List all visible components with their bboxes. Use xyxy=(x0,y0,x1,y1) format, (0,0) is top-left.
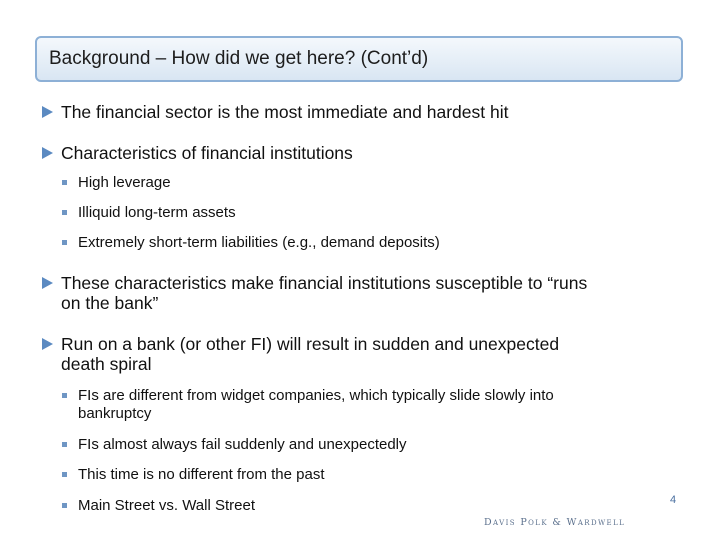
bullet-text: The financial sector is the most immediate and hardest hit xyxy=(61,102,509,122)
sub-bullet-item xyxy=(62,466,325,484)
square-bullet-icon xyxy=(62,180,67,185)
bullet-item xyxy=(42,102,508,122)
slide-title: Background – How did we get here? (Cont’d) xyxy=(49,48,429,69)
title-box xyxy=(35,36,683,82)
bullet-item xyxy=(42,273,587,313)
bullet-text-line: Run on a bank (or other FI) will result in sudden and unexpected xyxy=(61,334,560,354)
sub-bullet-item xyxy=(62,204,236,222)
bullet-item xyxy=(42,334,559,374)
triangle-bullet-icon xyxy=(42,106,53,118)
bullet-item xyxy=(42,143,353,163)
square-bullet-icon xyxy=(62,240,67,245)
sub-bullet-text-line: bankruptcy xyxy=(78,405,152,422)
bullet-text-line: death spiral xyxy=(61,354,152,374)
sub-bullet-item xyxy=(62,436,407,454)
square-bullet-icon xyxy=(62,503,67,508)
sub-bullet-item xyxy=(62,234,440,252)
firm-logo: Davis Polk & Wardwell xyxy=(484,517,626,528)
sub-bullet-text-line: FIs are different from widget companies, which typically slide slowly into xyxy=(78,387,554,404)
square-bullet-icon xyxy=(62,442,67,447)
page-number: 4 xyxy=(670,494,677,506)
bullet-text xyxy=(61,334,559,374)
sub-bullet-text: This time is no different from the past xyxy=(78,466,325,483)
sub-bullet-text: High leverage xyxy=(78,174,171,191)
bullet-text-line: on the bank” xyxy=(61,293,159,313)
square-bullet-icon xyxy=(62,210,67,215)
square-bullet-icon xyxy=(62,472,67,477)
square-bullet-icon xyxy=(62,393,67,398)
sub-bullet-text: Extremely short-term liabilities (e.g., demand deposits) xyxy=(78,234,440,251)
sub-bullet-text: Illiquid long-term assets xyxy=(78,204,236,221)
sub-bullet-item xyxy=(62,174,171,192)
bullet-text xyxy=(61,273,587,313)
sub-bullet-item xyxy=(62,497,255,515)
sub-bullet-item xyxy=(62,387,554,423)
triangle-bullet-icon xyxy=(42,338,53,350)
sub-bullet-text xyxy=(78,387,554,423)
sub-bullet-text: FIs almost always fail suddenly and unexpectedly xyxy=(78,436,407,453)
triangle-bullet-icon xyxy=(42,277,53,289)
bullet-text: Characteristics of financial institutions xyxy=(61,143,353,163)
triangle-bullet-icon xyxy=(42,147,53,159)
sub-bullet-text: Main Street vs. Wall Street xyxy=(78,497,255,514)
bullet-text-line: These characteristics make financial institutions susceptible to “runs xyxy=(61,273,588,293)
